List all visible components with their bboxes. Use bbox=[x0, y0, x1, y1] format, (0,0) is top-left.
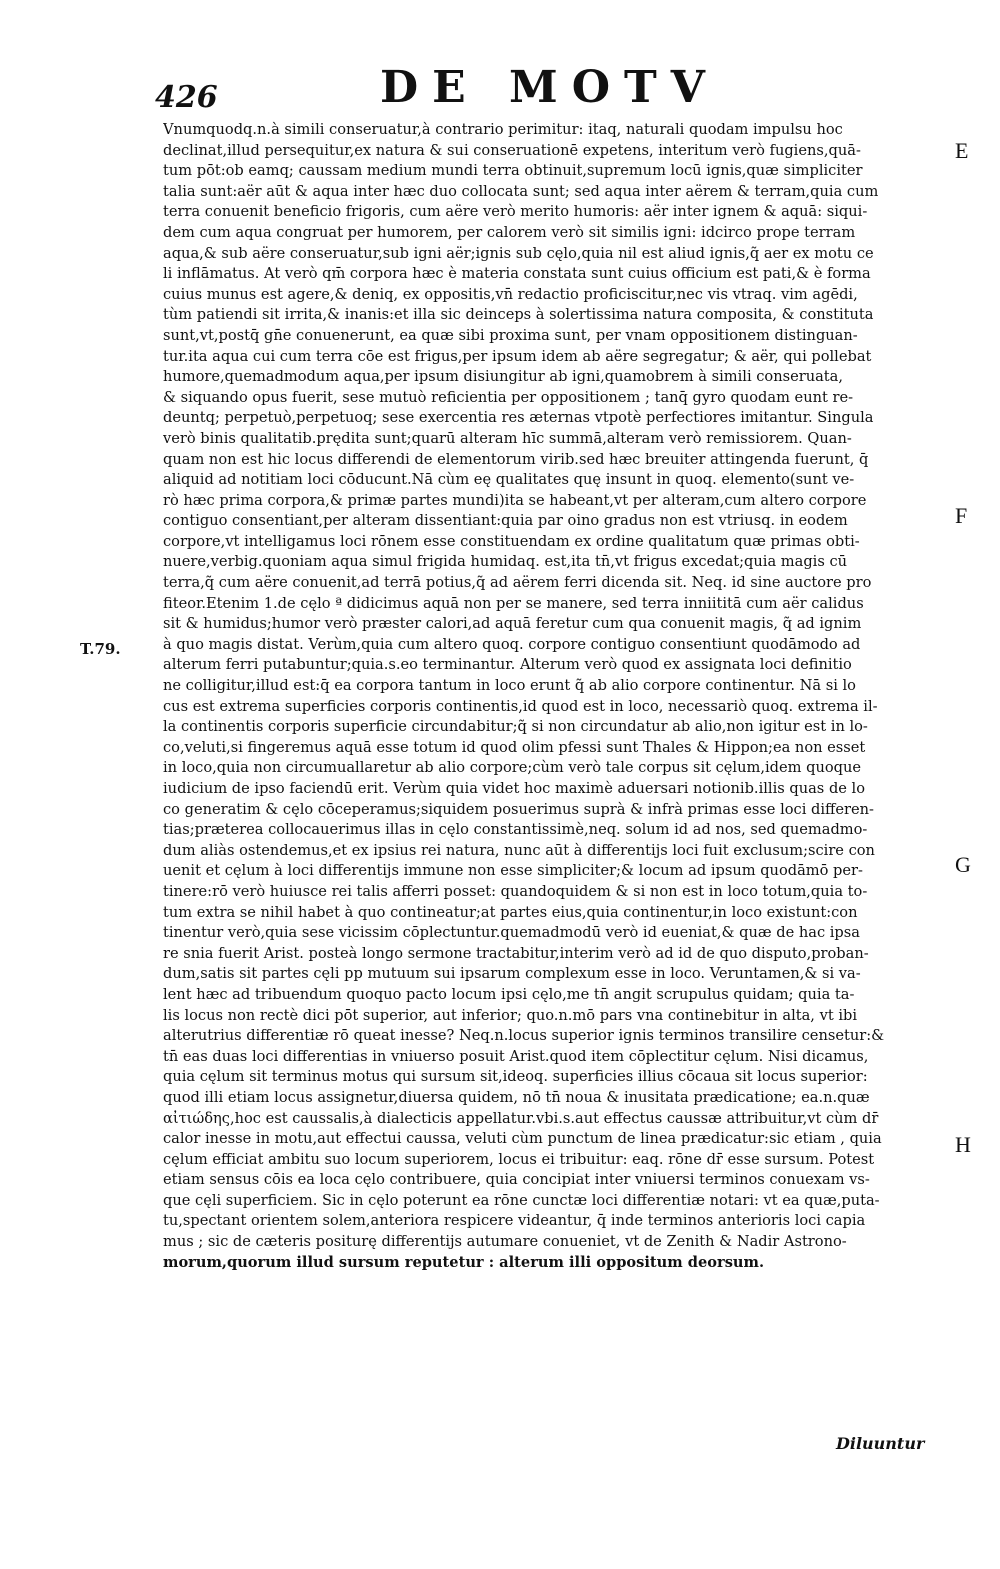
text-line: la continentis corporis superficie circundabitur;q̃ si non circundatur ab alio,non igitur est in lo- bbox=[163, 718, 868, 736]
text-line: dum aliàs ostendemus,et ex ipsius rei natura, nunc aūt à differentijs loci fuit exclusum;scire con bbox=[163, 841, 875, 859]
text-line: cuius munus est agere,& deniq, ex oppositis,vn̄ redactio proficiscitur,nec vis vtraq. vim agēdi, bbox=[163, 285, 858, 303]
text-line: tn̄ eas duas loci differentias in vniuerso posuit Arist.quod item cōplectitur cęlum. Nisi dicamus, bbox=[163, 1047, 869, 1065]
text-line: cus est extrema superficies corporis continentis,id quod est in loco, necessariò quoq. extrema il- bbox=[163, 697, 878, 715]
text-line: que cęli superficiem. Sic in cęlo poterunt ea rōne cunctæ loci differentiæ notari: vt ea quæ,puta- bbox=[163, 1191, 880, 1209]
text-line: mus ; sic de cæteris positurę differentijs autumare conueniet, vt de Zenith & Nadir Astrono- bbox=[163, 1233, 847, 1251]
text-line: quia cęlum sit terminus motus qui sursum sit,ideoq. superficies illius cōcaua sit locus superior: bbox=[163, 1068, 868, 1086]
text-line: aliquid ad notitiam loci cōducunt.Nā cùm eę qualitates quę insunt in quoq. elemento(sunt ve- bbox=[163, 471, 855, 489]
text-line: contiguo consentiant,per alteram dissentiant:quia par oino gradus non est vtriusq. in eodem bbox=[163, 512, 848, 530]
text-line: sunt,vt,postq̄ gn̄e conuenerunt, ea quæ sibi proxima sunt, per vnam oppositionem distinguan- bbox=[163, 326, 858, 344]
text-line: lent hæc ad tribuendum quoquo pacto locum ipsi cęlo,me tn̄ angit scrupulus quidam; quia ta- bbox=[163, 985, 855, 1003]
text-line: tum extra se nihil habet à quo contineatur;at partes eius,quia continentur,in loco existunt:con bbox=[163, 903, 858, 921]
margin-letter-h: H bbox=[955, 1132, 971, 1157]
text-line: deuntq; perpetuò,perpetuoq; sese exercentia res æternas vtpotè perfectiores imitantur. Singula bbox=[163, 409, 874, 427]
text-line: Vnumquodq.n.à simili conseruatur,à contrario perimitur: itaq, naturali quodam impulsu hoc bbox=[163, 121, 843, 138]
text-line: calor inesse in motu,aut effectui caussa, veluti cùm punctum de linea prædicatur:sic etiam , quia bbox=[163, 1130, 882, 1148]
text-line: li inflāmatus. At verò qm̄ corpora hæc è materia constata sunt cuius officium est pati,& è forma bbox=[163, 265, 871, 283]
page-number: 426 bbox=[155, 80, 218, 115]
margin-letter-g: G bbox=[955, 852, 971, 877]
text-line: uenit et cęlum à loci differentijs immune non esse simpliciter;& locum ad ipsum quodāmō per- bbox=[163, 862, 863, 880]
text-line: co generatim & cęlo cōceperamus;siquidem posuerimus suprà & infrà primas esse loci differen- bbox=[163, 800, 874, 818]
text-line: & siquando opus fuerit, sese mutuò reficientia per oppositionem ; tanq̄ gyro quodam eunt re- bbox=[163, 388, 854, 406]
text-line: dum,satis sit partes cęli pp mutuum sui ipsarum complexum esse in loco. Veruntamen,& si va- bbox=[163, 965, 861, 983]
margin-reference: T.79. bbox=[80, 640, 121, 658]
text-line: talia sunt:aër aūt & aqua inter hæc duo collocata sunt; sed aqua inter aërem & terram,quia cum bbox=[163, 182, 879, 200]
text-line: co,veluti,si fingeremus aquā esse totum id quod olim pfessi sunt Thales & Hippon;ea non esset bbox=[163, 738, 866, 756]
text-line: tu,spectant orientem solem,anteriora respicere videantur, q̄ inde terminos anterioris loci capia bbox=[163, 1212, 866, 1230]
text-line: tias;præterea collocauerimus illas in cęlo constantissimè,neq. solum id ad nos, sed quemadmo- bbox=[163, 821, 868, 839]
text-line: aqua,& sub aëre conseruatur,sub igni aër;ignis sub cęlo,quia nil est aliud ignis,q̃ aer ex motu ce bbox=[163, 244, 874, 262]
text-line: cęlum efficiat ambitu suo locum superiorem, locus ei tribuitur: eaq. rōne dr̄ esse sursum. Potest bbox=[163, 1150, 875, 1168]
body-text bbox=[163, 120, 955, 1273]
text-line: tum pōt:ob eamq; caussam medium mundi terra obtinuit,supremum locū ignis,quæ simpliciter bbox=[163, 162, 863, 180]
text-line: re snia fuerit Arist. posteà longo sermone tractabitur,interim verò ad id de quo disputo,proban- bbox=[163, 944, 869, 962]
text-line: tinentur verò,quia sese vicissim cōplectuntur.quemadmodū verò id eueniat,& quæ de hac ipsa bbox=[163, 924, 860, 942]
text-line: fiteor.Etenim 1.de cęlo ª didicimus aquā non per se manere, sed terra inniititā cum aër calidus bbox=[163, 594, 864, 612]
text-line: alterum ferri putabuntur;quia.s.eo terminantur. Alterum verò quod ex assignata loci definitio bbox=[163, 656, 852, 674]
text-line: tur.ita aqua cui cum terra cōe est frigus,per ipsum idem ab aëre segregatur; & aër, qui pollebat bbox=[163, 347, 872, 365]
text-line: lis locus non rectè dici pōt superior, aut inferior; quo.n.mō pars vna continebitur in alta, vt ibi bbox=[163, 1006, 858, 1024]
text-line: etiam sensus cōis ea loca cęlo contribuere, quia concipiat inter vniuersi terminos conuexam vs- bbox=[163, 1171, 870, 1189]
text-line: nuere,verbig.quoniam aqua simul frigida humidaq. est,ita tn̄,vt frigus excedat;quia magis cū bbox=[163, 553, 848, 571]
text-line: tinere:rō verò huiusce rei talis afferri posset: quandoquidem & si non est in loco totum,quia to- bbox=[163, 882, 868, 900]
running-head: DE MOTV bbox=[380, 62, 719, 113]
catchword: Diluuntur bbox=[836, 1434, 925, 1453]
text-line: terra,q̃ cum aëre conuenit,ad terrā potius,q̃ ad aërem ferri dicenda sit. Neq. id sine auctore pro bbox=[163, 574, 872, 592]
text-line: quod illi etiam locus assignetur,diuersa quidem, nō tn̄ noua & inusitata prædicatione; ea.n.quæ bbox=[163, 1088, 870, 1106]
text-line: terra conuenit beneficio frigoris, cum aëre verò merito humoris: aër inter ignem & aquā: siqui- bbox=[163, 203, 868, 221]
text-line: rò hæc prima corpora,& primæ partes mundi)ita se habeant,vt per alteram,cum altero corpore bbox=[163, 491, 867, 509]
text-line: in loco,quia non circumuallaretur ab alio corpore;cùm verò tale corpus sit cęlum,idem quoque bbox=[163, 759, 862, 777]
text-line: verò binis qualitatib.prędita sunt;quarū alteram hīc summā,alteram verò remissiorem. Quan- bbox=[163, 429, 852, 447]
text-line: morum,quorum illud sursum reputetur : alterum illi oppositum deorsum. bbox=[163, 1253, 765, 1271]
text-line: declinat,illud persequitur,ex natura & sui conseruationē expetens, interitum verò fugiens,quā- bbox=[163, 141, 861, 159]
text-line: sit & humidus;humor verò præster calori,ad aquā feretur cum qua conuenit magis, q̃ ad ignim bbox=[163, 615, 862, 633]
margin-letter-f: F bbox=[955, 503, 968, 528]
text-line: à quo magis distat. Verùm,quia cum altero quoq. corpore contiguo consentiunt quodāmodo ad bbox=[163, 635, 861, 653]
text-line: iudicium de ipso faciendū erit. Verùm quia videt hoc maximè aduersari notionib.illis quas de lo bbox=[163, 780, 866, 797]
text-line: dem cum aqua congruat per humorem, per calorem verò sit similis igni: idcirco prope terram bbox=[163, 223, 856, 241]
text-line: corpore,vt intelligamus loci rōnem esse constituendam ex ordine qualitatum quæ primas obti- bbox=[163, 532, 860, 550]
text-line: alterutrius differentiæ rō queat inesse? Neq.n.locus superior ignis terminos transilire censetur:& bbox=[163, 1027, 885, 1045]
text-line: quam non est hic locus differendi de elementorum virib.sed hæc breuiter attingenda fuerunt, q̄ bbox=[163, 450, 869, 468]
text-line: αἰτιώδης,hoc est caussalis,à dialecticis appellatur.vbi.s.aut effectus caussæ attribuitur,vt cùm dr̄ bbox=[163, 1109, 879, 1127]
text-line: humore,quemadmodum aqua,per ipsum disiungitur ab igni,quamobrem à simili conseruata, bbox=[163, 368, 844, 386]
margin-letter-e: E bbox=[955, 138, 969, 163]
text-line: tùm patiendi sit irrita,& inanis:et illa sic deinceps à solertissima natura composita, & constituta bbox=[163, 306, 874, 324]
text-line: ne colligitur,illud est:q̄ ea corpora tantum in loco erunt q̃ ab alio corpore continentur. Nā si lo bbox=[163, 677, 856, 695]
